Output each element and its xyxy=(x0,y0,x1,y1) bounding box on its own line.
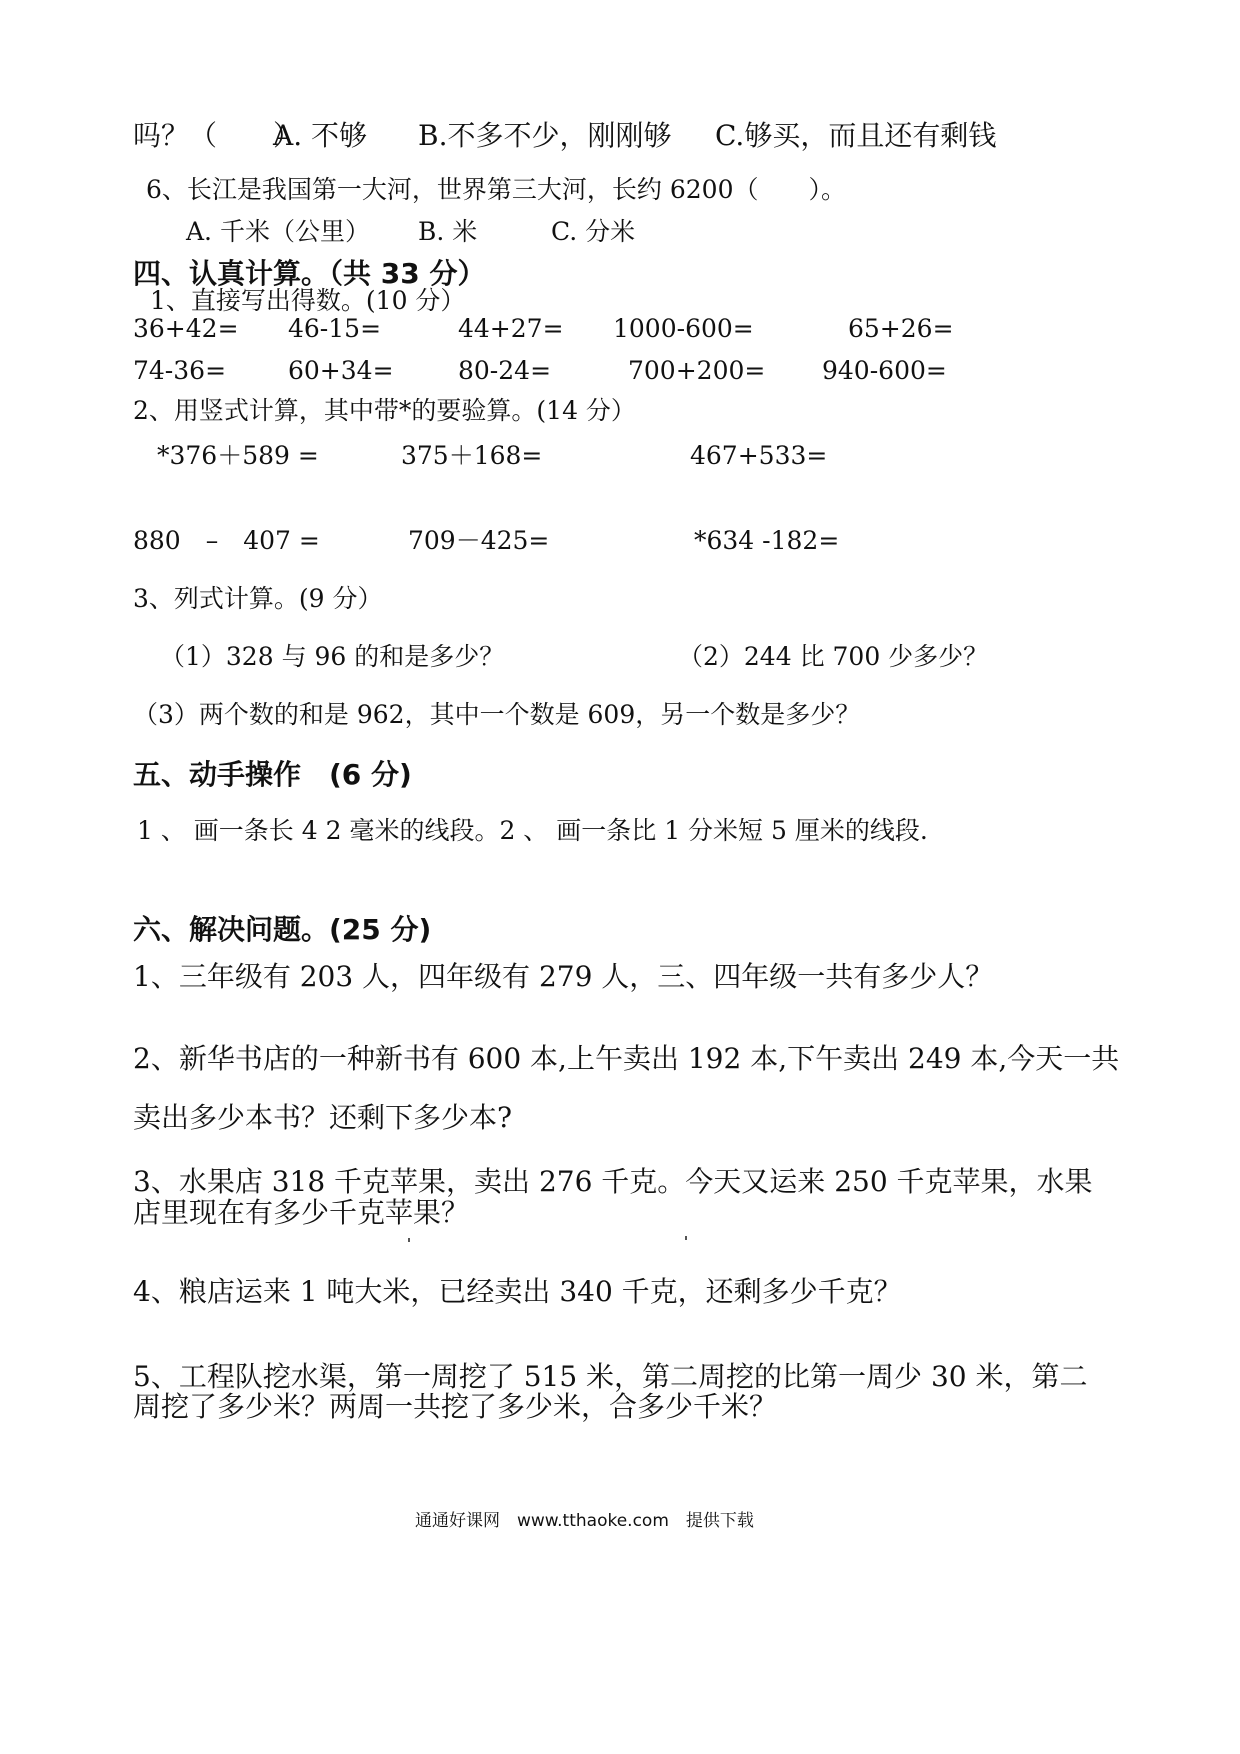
q5-option-b[interactable]: B.不多不少，刚刚够 xyxy=(418,119,672,152)
problem-2-line2: 卖出多少本书？还剩下多少本? xyxy=(133,1101,513,1134)
section4-part3-title: 3、列式计算。(9 分） xyxy=(133,584,383,613)
oral-calc-item: 74-36= xyxy=(133,356,227,385)
section4-part2-title: 2、用竖式计算，其中带*的要验算。(14 分） xyxy=(133,396,636,425)
oral-calc-item: 46-15= xyxy=(288,314,382,343)
scan-speck xyxy=(685,1236,687,1240)
q5-option-c[interactable]: C.够买，而且还有剩钱 xyxy=(715,119,997,152)
oral-calc-item: 1000-600= xyxy=(613,314,754,343)
word-calc-1: （1）328 与 96 的和是多少？ xyxy=(160,642,505,671)
word-calc-2: （2）244 比 700 少多少？ xyxy=(678,642,989,671)
oral-calc-item: 65+26= xyxy=(848,314,954,343)
vertical-calc-item: 709－425= xyxy=(408,526,550,555)
problem-5-line2: 周挖了多少米？两周一共挖了多少米，合多少千米？ xyxy=(133,1390,778,1423)
scan-speck xyxy=(408,1238,410,1242)
problem-4: 4、粮店运来 1 吨大米，已经卖出 340 千克，还剩多少千克？ xyxy=(133,1275,902,1308)
footer-source: 通通好课网 www.tthaoke.com 提供下载 xyxy=(415,1511,754,1531)
problem-1: 1、三年级有 203 人，四年级有 279 人，三、四年级一共有多少人？ xyxy=(133,960,994,993)
q6-question: 6、长江是我国第一大河，世界第三大河，长约 6200（ ）。 xyxy=(146,175,846,204)
oral-calc-item: 36+42= xyxy=(133,314,239,343)
oral-calc-item: 60+34= xyxy=(288,356,394,385)
section4-part1-title: 1、直接写出得数。(10 分） xyxy=(150,286,466,315)
vertical-calc-item: 467+533= xyxy=(690,441,828,470)
q6-option-b[interactable]: B. 米 xyxy=(418,217,478,246)
q5-blank: 吗？（ ） xyxy=(133,119,302,152)
problem-3-line1: 3、水果店 318 千克苹果，卖出 276 千克。今天又运来 250 千克苹果，水果 xyxy=(133,1165,1093,1198)
oral-calc-item: 44+27= xyxy=(458,314,564,343)
oral-calc-item: 700+200= xyxy=(628,356,766,385)
q6-option-c[interactable]: C. 分米 xyxy=(551,217,636,246)
vertical-calc-item: 880 – 407 = xyxy=(133,526,320,555)
section4-title: 四、认真计算。（共 33 分） xyxy=(133,257,486,290)
problem-2-line1: 2、新华书店的一种新书有 600 本,上午卖出 192 本,下午卖出 249 本,今天一共 xyxy=(133,1042,1120,1075)
vertical-calc-item: 375＋168= xyxy=(401,441,543,470)
problem-5-line1: 5、工程队挖水渠，第一周挖了 515 米，第二周挖的比第一周少 30 米，第二 xyxy=(133,1360,1088,1393)
section6-title: 六、解决问题。(25 分) xyxy=(133,913,432,946)
problem-3-line2: 店里现在有多少千克苹果？ xyxy=(133,1196,470,1229)
section5-body: 1 、 画一条长 4 2 毫米的线段。2 、 画一条比 1 分米短 5 厘米的线段. xyxy=(137,816,928,845)
section5-title: 五、动手操作 (6 分) xyxy=(133,758,412,791)
vertical-calc-item: *634 -182= xyxy=(694,526,840,555)
oral-calc-item: 80-24= xyxy=(458,356,552,385)
word-calc-3: （3）两个数的和是 962，其中一个数是 609，另一个数是多少？ xyxy=(133,700,861,729)
oral-calc-item: 940-600= xyxy=(822,356,947,385)
q6-option-a[interactable]: A. 千米（公里） xyxy=(186,217,370,246)
q5-option-a[interactable]: A. 不够 xyxy=(273,119,368,152)
vertical-calc-item: *376＋589 = xyxy=(157,441,319,470)
